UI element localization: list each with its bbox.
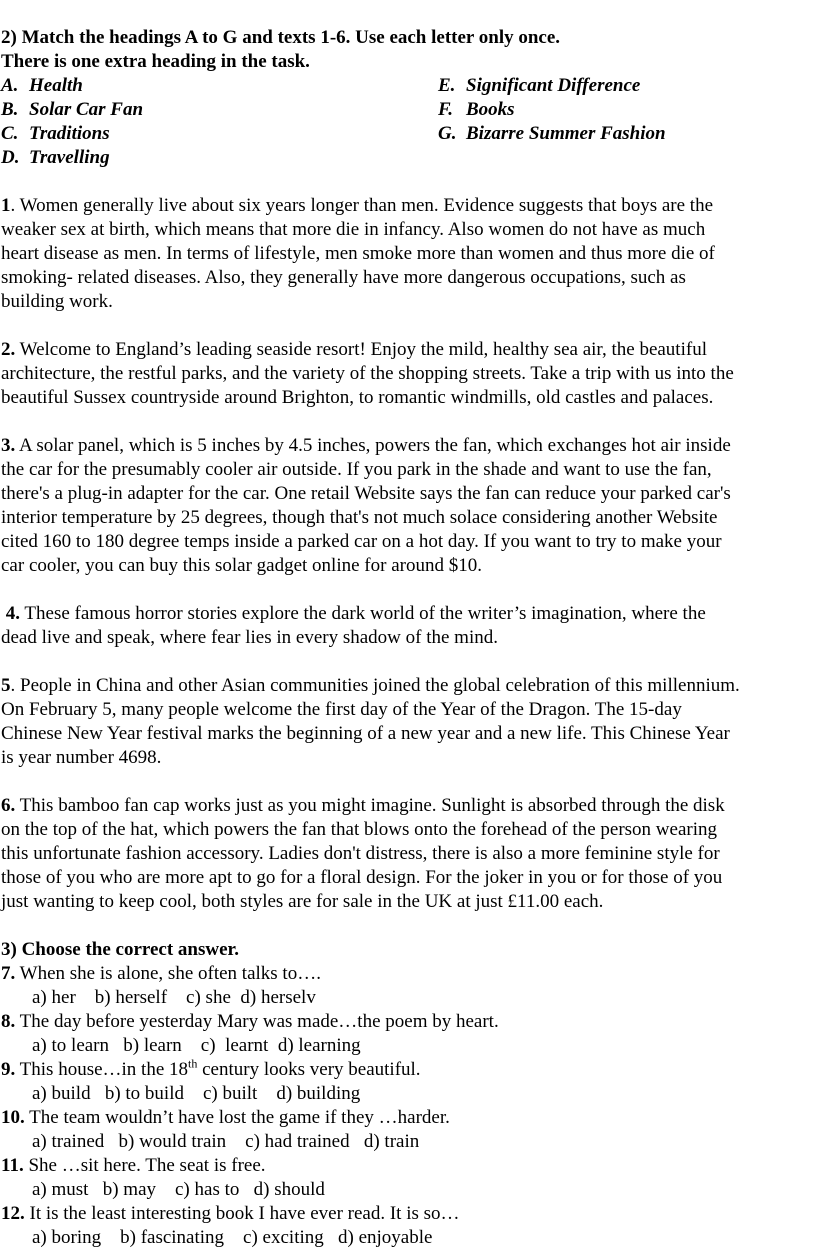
text-line [1, 722, 815, 746]
text-number: 6. [1, 795, 16, 816]
text-line [1, 890, 815, 914]
text-number: 2. [1, 339, 16, 360]
text-line-content: those of you who are more apt to go for a floral design. For the joker in you or for those of you [1, 867, 723, 888]
text-number: 3. [1, 435, 16, 456]
text-number-sep: . [10, 195, 16, 216]
answer-options: a) her b) herself c) she d) herselv [32, 987, 316, 1008]
text-line [1, 218, 815, 242]
question-text: This house…in the 18 [19, 1059, 189, 1080]
heading-b: B. Solar Car Fan [1, 99, 144, 120]
text-5 [1, 674, 815, 770]
question-number: 12. [1, 1203, 25, 1224]
question-11 [1, 1154, 815, 1178]
task2-title-line1: 2) Match the headings A to G and texts 1-6. Use each letter only once. [1, 27, 561, 48]
question-10 [1, 1106, 815, 1130]
text-line [1, 866, 815, 890]
text-line-content: This bamboo fan cap works just as you might imagine. Sunlight is absorbed through the disk [19, 795, 725, 816]
text-line-content: is year number 4698. [1, 747, 162, 768]
text-line-content: beautiful Sussex countryside around Brighton, to romantic windmills, old castles and palaces. [1, 387, 714, 408]
text-line-content: the car for the presumably cooler air outside. If you park in the shade and want to use the fan, [1, 459, 712, 480]
text-line-content: weaker sex at birth, which means that more die in infancy. Also women do not have as much [1, 219, 706, 240]
question-text-end: century looks very beautiful. [197, 1059, 421, 1080]
question-number: 10. [1, 1107, 25, 1128]
question-text: When she is alone, she often talks to…. [19, 963, 321, 984]
text-line [1, 194, 815, 218]
text-number: 4. [1, 603, 20, 624]
answer-options: a) to learn b) learn c) learnt d) learning [32, 1035, 361, 1056]
text-line-content: On February 5, many people welcome the first day of the Year of the Dragon. The 15-day [1, 699, 682, 720]
headings-list [1, 74, 815, 170]
text-line [1, 506, 815, 530]
text-line [1, 386, 815, 410]
text-line [1, 338, 815, 362]
questions-list [1, 962, 815, 1250]
text-line [1, 746, 815, 770]
question-text: It is the least interesting book I have ever read. It is so… [29, 1203, 460, 1224]
question-superscript: th [188, 1056, 198, 1071]
question-number: 8. [1, 1011, 16, 1032]
text-line-content: A solar panel, which is 5 inches by 4.5 inches, powers the fan, which exchanges hot air inside [18, 435, 731, 456]
text-line-content: Women generally live about six years longer than men. Evidence suggests that boys are the [19, 195, 714, 216]
question-8 [1, 1010, 815, 1034]
text-line [1, 794, 815, 818]
text-line-content: These famous horror stories explore the dark world of the writer’s imagination, where the [24, 603, 706, 624]
answer-options: a) must b) may c) has to d) should [32, 1179, 325, 1200]
text-line-content: People in China and other Asian communities joined the global celebration of this millennium. [20, 675, 740, 696]
texts-section [1, 170, 815, 914]
text-line-content: smoking- related diseases. Also, they generally have more dangerous occupations, such as [1, 267, 686, 288]
question-number: 7. [1, 963, 16, 984]
text-line [1, 698, 815, 722]
text-line-content: architecture, the restful parks, and the variety of the shopping streets. Take a trip with us into the [1, 363, 734, 384]
text-number: 1 [1, 195, 11, 216]
text-line [1, 242, 815, 266]
answer-options: a) trained b) would train c) had trained d) train [32, 1131, 420, 1152]
text-line-content: dead live and speak, where fear lies in every shadow of the mind. [1, 627, 498, 648]
text-6 [1, 794, 815, 914]
text-4 [1, 602, 815, 650]
question-12 [1, 1202, 815, 1226]
text-line-content: on the top of the hat, which powers the fan that blows onto the forehead of the person wearing [1, 819, 717, 840]
text-number-sep: . [10, 675, 16, 696]
text-3 [1, 434, 815, 578]
text-line [1, 482, 815, 506]
text-line-content: heart disease as men. In terms of lifestyle, men smoke more than women and thus more die of [1, 243, 715, 264]
text-line [1, 266, 815, 290]
text-line [1, 530, 815, 554]
text-line [1, 842, 815, 866]
text-line-content: Chinese New Year festival marks the beginning of a new year and a new life. This Chinese Year [1, 723, 730, 744]
text-line [1, 290, 815, 314]
question-text: The day before yesterday Mary was made…the poem by heart. [19, 1011, 499, 1032]
heading-f: F. Books [438, 99, 515, 120]
heading-d: D. Travelling [1, 147, 110, 168]
text-line-content: car cooler, you can buy this solar gadget online for around $10. [1, 555, 482, 576]
question-number: 11. [1, 1155, 24, 1176]
text-line-content: this unfortunate fashion accessory. Ladies don't distress, there is also a more feminine style for [1, 843, 720, 864]
question-text: She …sit here. The seat is free. [28, 1155, 266, 1176]
text-line [1, 626, 815, 650]
text-line-content: just wanting to keep cool, both styles are for sale in the UK at just £11.00 each. [1, 891, 604, 912]
text-1 [1, 194, 815, 314]
heading-c: C. Traditions [1, 123, 110, 144]
text-line [1, 818, 815, 842]
question-7 [1, 962, 815, 986]
text-line [1, 458, 815, 482]
question-9 [1, 1058, 815, 1082]
text-line-content: cited 160 to 180 degree temps inside a parked car on a hot day. If you want to try to make your [1, 531, 722, 552]
text-line [1, 602, 815, 626]
text-line-content: Welcome to England’s leading seaside resort! Enjoy the mild, healthy sea air, the beautiful [19, 339, 707, 360]
text-2 [1, 338, 815, 410]
heading-g: G. Bizarre Summer Fashion [438, 123, 666, 144]
text-line [1, 434, 815, 458]
text-line-content: there's a plug-in adapter for the car. One retail Website says the fan can reduce your parked car's [1, 483, 731, 504]
question-text: The team wouldn’t have lost the game if they …harder. [29, 1107, 450, 1128]
heading-a: A. Health [1, 75, 83, 96]
task3-title: 3) Choose the correct answer. [1, 939, 239, 960]
heading-e: E. Significant Difference [438, 75, 641, 96]
text-line [1, 362, 815, 386]
text-line-content: building work. [1, 291, 113, 312]
text-line [1, 674, 815, 698]
answer-options: a) boring b) fascinating c) exciting d) enjoyable [32, 1227, 433, 1248]
answer-options: a) build b) to build c) built d) building [32, 1083, 361, 1104]
task2-title-line2: There is one extra heading in the task. [1, 51, 310, 72]
question-number: 9. [1, 1059, 16, 1080]
text-line [1, 554, 815, 578]
text-number: 5 [1, 675, 11, 696]
text-line-content: interior temperature by 25 degrees, though that's not much solace considering another Website [1, 507, 718, 528]
